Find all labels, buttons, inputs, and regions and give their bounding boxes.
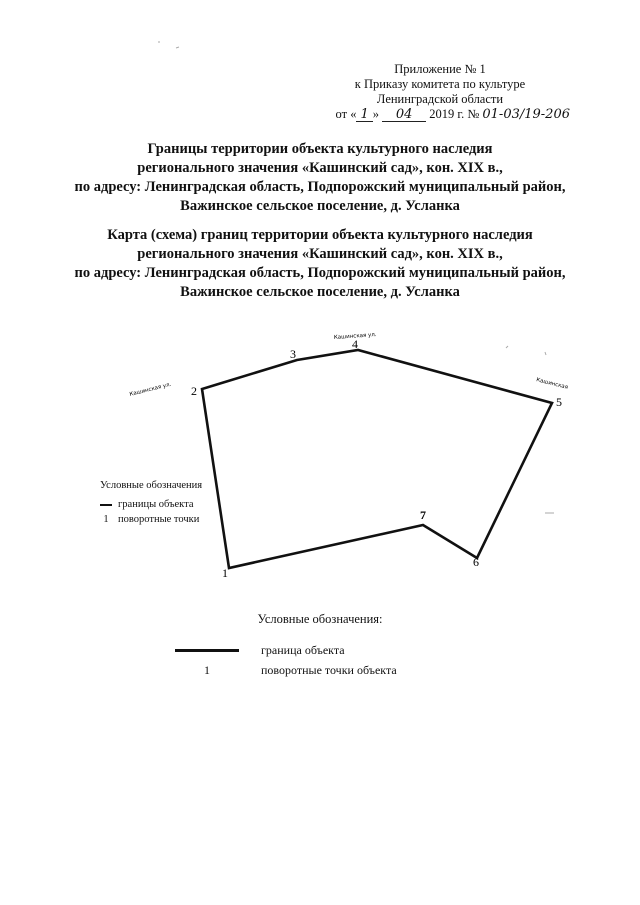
point-label-4: 4 bbox=[352, 337, 358, 351]
legend-small bbox=[100, 478, 202, 527]
heading-line: регионального значения «Кашинский сад», кон. XIX в., bbox=[137, 246, 503, 262]
street-label: Кашинская ул. bbox=[333, 332, 377, 341]
point-label-2: 2 bbox=[191, 384, 197, 398]
point-label-1: 1 bbox=[222, 566, 228, 580]
point-label-3: 3 bbox=[290, 347, 296, 361]
heading-line: регионального значения «Кашинский сад», кон. XIX в., bbox=[137, 160, 503, 176]
point-label-7: 7 bbox=[420, 508, 426, 522]
heading-line: по адресу: Ленинградская область, Подпорожский муниципальный район, bbox=[74, 179, 566, 195]
legend-point-label: поворотные точки объекта bbox=[261, 663, 397, 677]
order-number: 01-03/19-206 bbox=[482, 107, 570, 122]
legend-point-symbol: 1 bbox=[103, 514, 109, 525]
legend-small-point-row bbox=[100, 512, 202, 527]
legend-small-title: Условные обозначения bbox=[100, 480, 203, 491]
scan-mark bbox=[506, 346, 508, 348]
point-label-6: 6 bbox=[473, 555, 479, 569]
legend-point-row bbox=[175, 660, 397, 680]
legend-big bbox=[175, 640, 397, 680]
legend-point-label: поворотные точки bbox=[118, 514, 200, 525]
date-month: 04 bbox=[382, 108, 426, 122]
point-label-5: 5 bbox=[556, 395, 562, 409]
heading-line: Границы территории объекта культурного наследия bbox=[147, 141, 493, 157]
heading-line: Важинское сельское поселение, д. Усланка bbox=[180, 198, 460, 214]
legend-line-swatch bbox=[175, 649, 239, 652]
heading-line: Важинское сельское поселение, д. Усланка bbox=[180, 284, 460, 300]
date-year: 2019 г. № bbox=[429, 107, 480, 121]
legend-small-line-row bbox=[100, 497, 202, 512]
legend-line-swatch bbox=[100, 504, 112, 506]
boundary-line bbox=[202, 350, 552, 568]
legend-line-label: границы объекта bbox=[118, 499, 194, 510]
date-day: 1 bbox=[356, 108, 372, 122]
legend-point-symbol: 1 bbox=[204, 663, 210, 677]
street-label: Кашинская ул. bbox=[129, 381, 172, 398]
heading-line: по адресу: Ленинградская область, Подпорожский муниципальный район, bbox=[74, 265, 566, 281]
appendix-region-line: Ленинградской области bbox=[376, 92, 504, 106]
heading-line: Карта (схема) границ территории объекта культурного наследия bbox=[107, 227, 533, 243]
street-label: Кашинская bbox=[535, 377, 569, 391]
legend-line-row bbox=[175, 640, 397, 660]
date-prefix: от « bbox=[335, 107, 357, 121]
date-mid: » bbox=[372, 107, 379, 121]
legend-line-label: граница объекта bbox=[261, 643, 345, 657]
legend-title: Условные обозначения: bbox=[257, 612, 383, 626]
scan-mark bbox=[176, 47, 179, 48]
appendix-title: Приложение № 1 bbox=[394, 62, 486, 76]
appendix-order-line: к Приказу комитета по культуре bbox=[354, 77, 526, 91]
scan-mark bbox=[545, 352, 546, 355]
